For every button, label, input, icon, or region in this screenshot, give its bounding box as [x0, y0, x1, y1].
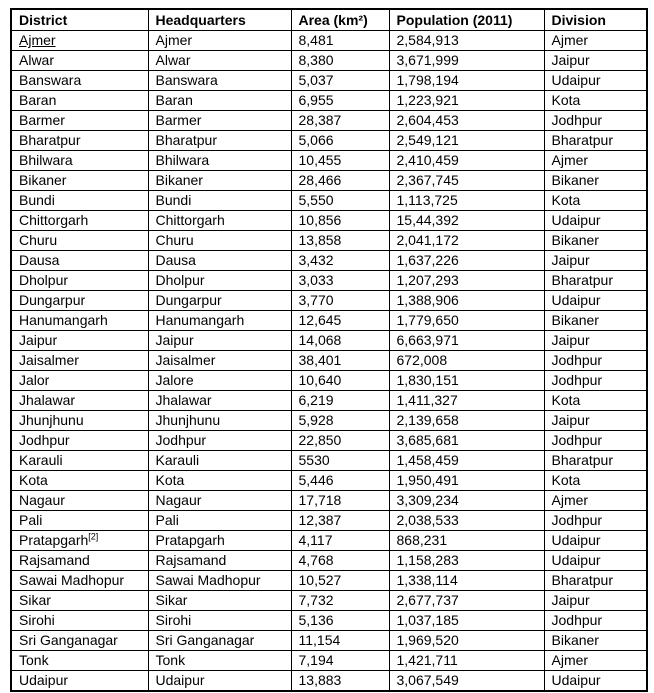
cell-area: 5,550 — [291, 191, 389, 211]
table-row — [11, 591, 647, 611]
cell-headquarters: Dungarpur — [148, 291, 291, 311]
table-row — [11, 491, 647, 511]
cell-area: 10,856 — [291, 211, 389, 231]
table-row — [11, 131, 647, 151]
cell-division: Bikaner — [544, 171, 647, 191]
table-row — [11, 551, 647, 571]
cell-district: Sikar — [11, 591, 148, 611]
cell-headquarters: Sirohi — [148, 611, 291, 631]
table-row — [11, 91, 647, 111]
cell-population: 15,44,392 — [389, 211, 544, 231]
cell-area: 6,955 — [291, 91, 389, 111]
cell-population: 1,388,906 — [389, 291, 544, 311]
cell-district: Jaipur — [11, 331, 148, 351]
table-row — [11, 191, 647, 211]
cell-headquarters: Jhalawar — [148, 391, 291, 411]
table-row — [11, 71, 647, 91]
table-row — [11, 231, 647, 251]
cell-district: Hanumangarh — [11, 311, 148, 331]
cell-area: 10,527 — [291, 571, 389, 591]
cell-population: 868,231 — [389, 531, 544, 551]
cell-headquarters: Bundi — [148, 191, 291, 211]
table-row — [11, 51, 647, 71]
cell-area: 14,068 — [291, 331, 389, 351]
table-row — [11, 171, 647, 191]
cell-area: 12,645 — [291, 311, 389, 331]
cell-division: Ajmer — [544, 31, 647, 51]
cell-division: Jodhpur — [544, 511, 647, 531]
cell-area: 4,117 — [291, 531, 389, 551]
table-row — [11, 111, 647, 131]
cell-district: Baran — [11, 91, 148, 111]
cell-district: Rajsamand — [11, 551, 148, 571]
cell-population: 2,041,172 — [389, 231, 544, 251]
table-row — [11, 371, 647, 391]
cell-headquarters: Tonk — [148, 651, 291, 671]
cell-division: Bikaner — [544, 231, 647, 251]
cell-area: 10,455 — [291, 151, 389, 171]
cell-division: Bharatpur — [544, 451, 647, 471]
cell-division: Kota — [544, 391, 647, 411]
cell-population: 1,113,725 — [389, 191, 544, 211]
cell-population: 2,139,658 — [389, 411, 544, 431]
cell-population: 672,008 — [389, 351, 544, 371]
cell-area: 10,640 — [291, 371, 389, 391]
cell-division: Bharatpur — [544, 571, 647, 591]
cell-division: Jodhpur — [544, 611, 647, 631]
cell-area: 38,401 — [291, 351, 389, 371]
districts-table — [10, 8, 648, 692]
cell-area: 8,481 — [291, 31, 389, 51]
table-row — [11, 351, 647, 371]
cell-headquarters: Kota — [148, 471, 291, 491]
cell-population: 1,458,459 — [389, 451, 544, 471]
cell-division: Udaipur — [544, 291, 647, 311]
cell-district: Dungarpur — [11, 291, 148, 311]
cell-headquarters: Jaisalmer — [148, 351, 291, 371]
cell-area: 28,387 — [291, 111, 389, 131]
cell-area: 5,446 — [291, 471, 389, 491]
cell-district: Alwar — [11, 51, 148, 71]
cell-division: Kota — [544, 91, 647, 111]
cell-population: 1,421,711 — [389, 651, 544, 671]
table-row — [11, 271, 647, 291]
cell-population: 1,158,283 — [389, 551, 544, 571]
cell-division: Jaipur — [544, 51, 647, 71]
cell-area: 12,387 — [291, 511, 389, 531]
table-row — [11, 531, 647, 551]
district-underlined-text: Ajmer — [19, 32, 56, 48]
cell-district: Jhunjhunu — [11, 411, 148, 431]
cell-district: Jodhpur — [11, 431, 148, 451]
table-row — [11, 251, 647, 271]
cell-area: 7,194 — [291, 651, 389, 671]
cell-headquarters: Chittorgarh — [148, 211, 291, 231]
table-body — [11, 31, 647, 692]
cell-headquarters: Banswara — [148, 71, 291, 91]
cell-division: Udaipur — [544, 211, 647, 231]
cell-population: 1,969,520 — [389, 631, 544, 651]
cell-area: 5,066 — [291, 131, 389, 151]
table-row — [11, 511, 647, 531]
cell-population: 2,410,459 — [389, 151, 544, 171]
column-header-division: Division — [544, 9, 647, 31]
cell-headquarters: Jhunjhunu — [148, 411, 291, 431]
cell-area: 11,154 — [291, 631, 389, 651]
cell-division: Bikaner — [544, 631, 647, 651]
cell-area: 28,466 — [291, 171, 389, 191]
cell-headquarters: Hanumangarh — [148, 311, 291, 331]
cell-district: Dholpur — [11, 271, 148, 291]
cell-population: 3,685,681 — [389, 431, 544, 451]
cell-district: Jaisalmer — [11, 351, 148, 371]
cell-district: Bharatpur — [11, 131, 148, 151]
cell-division: Bharatpur — [544, 131, 647, 151]
cell-headquarters: Dausa — [148, 251, 291, 271]
cell-headquarters: Barmer — [148, 111, 291, 131]
column-header-district: District — [11, 9, 148, 31]
table-row — [11, 611, 647, 631]
cell-district: Nagaur — [11, 491, 148, 511]
cell-district: Tonk — [11, 651, 148, 671]
cell-headquarters: Jaipur — [148, 331, 291, 351]
table-row — [11, 431, 647, 451]
column-header-population: Population (2011) — [389, 9, 544, 31]
cell-area: 13,883 — [291, 671, 389, 692]
cell-division: Kota — [544, 191, 647, 211]
cell-population: 2,038,533 — [389, 511, 544, 531]
cell-headquarters: Dholpur — [148, 271, 291, 291]
cell-district: Jhalawar — [11, 391, 148, 411]
cell-population: 1,950,491 — [389, 471, 544, 491]
cell-district: Sawai Madhopur — [11, 571, 148, 591]
cell-division: Udaipur — [544, 671, 647, 692]
cell-district: Jalor — [11, 371, 148, 391]
cell-division: Jaipur — [544, 251, 647, 271]
footnote-ref: [2] — [88, 531, 99, 542]
cell-district: Churu — [11, 231, 148, 251]
table-row — [11, 451, 647, 471]
table-row — [11, 31, 647, 51]
cell-population: 2,584,913 — [389, 31, 544, 51]
cell-district: Banswara — [11, 71, 148, 91]
cell-headquarters: Bhilwara — [148, 151, 291, 171]
cell-district: Karauli — [11, 451, 148, 471]
cell-population: 1,830,151 — [389, 371, 544, 391]
table-row — [11, 471, 647, 491]
cell-district — [11, 31, 148, 51]
cell-division: Jaipur — [544, 331, 647, 351]
table-row — [11, 151, 647, 171]
cell-population: 3,671,999 — [389, 51, 544, 71]
cell-headquarters: Bikaner — [148, 171, 291, 191]
cell-population: 3,067,549 — [389, 671, 544, 692]
table-row — [11, 211, 647, 231]
cell-population: 1,798,194 — [389, 71, 544, 91]
cell-division: Ajmer — [544, 651, 647, 671]
cell-population: 1,779,650 — [389, 311, 544, 331]
cell-district — [11, 531, 148, 551]
cell-population: 3,309,234 — [389, 491, 544, 511]
table-row — [11, 391, 647, 411]
cell-division: Jodhpur — [544, 431, 647, 451]
cell-area: 3,770 — [291, 291, 389, 311]
cell-population: 1,338,114 — [389, 571, 544, 591]
cell-district: Sirohi — [11, 611, 148, 631]
cell-headquarters: Bharatpur — [148, 131, 291, 151]
cell-division: Bharatpur — [544, 271, 647, 291]
cell-headquarters: Pratapgarh — [148, 531, 291, 551]
cell-population: 1,037,185 — [389, 611, 544, 631]
cell-population: 2,677,737 — [389, 591, 544, 611]
cell-population: 2,549,121 — [389, 131, 544, 151]
cell-headquarters: Karauli — [148, 451, 291, 471]
cell-division: Udaipur — [544, 551, 647, 571]
table-row — [11, 631, 647, 651]
cell-area: 5,928 — [291, 411, 389, 431]
cell-area: 8,380 — [291, 51, 389, 71]
cell-area: 7,732 — [291, 591, 389, 611]
table-row — [11, 671, 647, 692]
cell-district: Bhilwara — [11, 151, 148, 171]
table-row — [11, 311, 647, 331]
table-row — [11, 331, 647, 351]
cell-population: 1,411,327 — [389, 391, 544, 411]
table-row — [11, 651, 647, 671]
cell-headquarters: Churu — [148, 231, 291, 251]
cell-district: Sri Ganganagar — [11, 631, 148, 651]
cell-area: 4,768 — [291, 551, 389, 571]
cell-district: Pali — [11, 511, 148, 531]
table-row — [11, 571, 647, 591]
cell-division: Jaipur — [544, 591, 647, 611]
cell-headquarters: Pali — [148, 511, 291, 531]
cell-headquarters: Sri Ganganagar — [148, 631, 291, 651]
cell-headquarters: Sikar — [148, 591, 291, 611]
cell-population: 6,663,971 — [389, 331, 544, 351]
cell-headquarters: Baran — [148, 91, 291, 111]
cell-headquarters: Udaipur — [148, 671, 291, 692]
cell-population: 2,604,453 — [389, 111, 544, 131]
cell-headquarters: Alwar — [148, 51, 291, 71]
cell-population: 1,223,921 — [389, 91, 544, 111]
cell-headquarters: Nagaur — [148, 491, 291, 511]
cell-division: Ajmer — [544, 491, 647, 511]
cell-area: 5,037 — [291, 71, 389, 91]
cell-district: Chittorgarh — [11, 211, 148, 231]
cell-district: Bikaner — [11, 171, 148, 191]
cell-division: Jodhpur — [544, 111, 647, 131]
header-row — [11, 9, 647, 31]
cell-area: 13,858 — [291, 231, 389, 251]
cell-area: 5,136 — [291, 611, 389, 631]
cell-division: Kota — [544, 471, 647, 491]
district-text: Pratapgarh — [19, 532, 89, 548]
cell-headquarters: Jalore — [148, 371, 291, 391]
cell-district: Kota — [11, 471, 148, 491]
cell-division: Udaipur — [544, 531, 647, 551]
cell-district: Udaipur — [11, 671, 148, 692]
cell-area: 3,432 — [291, 251, 389, 271]
cell-district: Dausa — [11, 251, 148, 271]
cell-division: Jodhpur — [544, 371, 647, 391]
cell-area: 5530 — [291, 451, 389, 471]
cell-district: Bundi — [11, 191, 148, 211]
cell-division: Jaipur — [544, 411, 647, 431]
cell-population: 1,637,226 — [389, 251, 544, 271]
cell-headquarters: Ajmer — [148, 31, 291, 51]
table-row — [11, 411, 647, 431]
cell-area: 6,219 — [291, 391, 389, 411]
cell-division: Ajmer — [544, 151, 647, 171]
table-row — [11, 291, 647, 311]
cell-division: Jodhpur — [544, 351, 647, 371]
cell-headquarters: Sawai Madhopur — [148, 571, 291, 591]
column-header-area: Area (km²) — [291, 9, 389, 31]
cell-population: 2,367,745 — [389, 171, 544, 191]
cell-division: Udaipur — [544, 71, 647, 91]
cell-district: Barmer — [11, 111, 148, 131]
cell-division: Bikaner — [544, 311, 647, 331]
column-header-headquarters: Headquarters — [148, 9, 291, 31]
cell-area: 22,850 — [291, 431, 389, 451]
cell-headquarters: Rajsamand — [148, 551, 291, 571]
cell-population: 1,207,293 — [389, 271, 544, 291]
cell-headquarters: Jodhpur — [148, 431, 291, 451]
cell-area: 3,033 — [291, 271, 389, 291]
cell-area: 17,718 — [291, 491, 389, 511]
